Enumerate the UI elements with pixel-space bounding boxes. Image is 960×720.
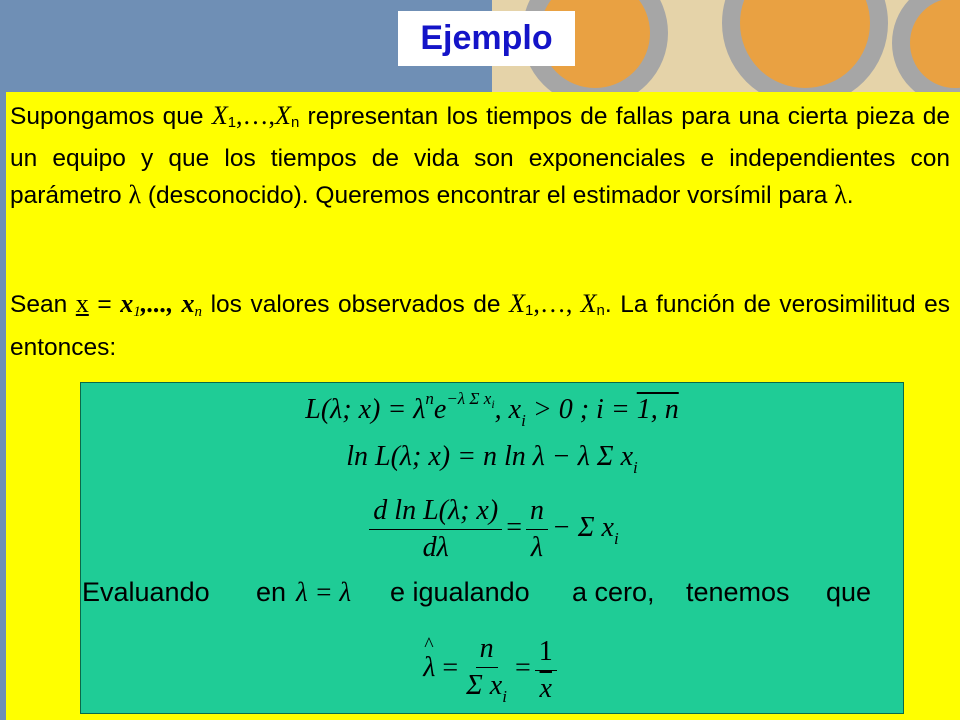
- vector-x: x: [75, 289, 89, 318]
- text: e igualando: [390, 577, 530, 607]
- text: representan los tiempos de fallas para una cierta pieza de un equipo y que los tiempos de vida son exponenciales e independientes con parámetro: [10, 103, 950, 209]
- text: tenemos: [686, 577, 790, 607]
- var-xn: x: [181, 289, 195, 318]
- lambda-hat: ^ λ: [423, 652, 435, 684]
- exponent: −λ Σ x: [446, 389, 492, 408]
- equals: =: [506, 511, 522, 543]
- numerator: d ln L(λ; x): [369, 495, 502, 530]
- page-title: Ejemplo: [420, 19, 553, 57]
- formula-part: L(λ; x) = λ: [305, 394, 426, 425]
- title-box: [398, 11, 575, 66]
- index-range: 1, n: [636, 394, 679, 425]
- text: Sean: [10, 291, 76, 318]
- exponent-n: n: [425, 389, 434, 408]
- formula-part: ln L(λ; x) = n ln λ − λ Σ x: [346, 441, 634, 472]
- paragraph-intro: [10, 98, 950, 214]
- numerator: 1: [535, 636, 557, 671]
- formula-part: > 0 ; i =: [525, 394, 637, 425]
- equals: =: [514, 652, 531, 684]
- numerator: n: [526, 495, 548, 530]
- text: Evaluando: [82, 577, 210, 607]
- formula-part: , x: [494, 394, 522, 425]
- text: que: [826, 577, 872, 607]
- lambda-symbol: λ: [834, 180, 847, 209]
- text: =: [88, 291, 121, 318]
- var-X1: X: [509, 289, 525, 318]
- equals: =: [442, 652, 459, 684]
- formula-box: [80, 382, 904, 714]
- text: . La función de verosimilitud es entonces:: [10, 291, 951, 361]
- formula-part: − Σ x: [551, 511, 614, 543]
- sum: Σ x: [466, 670, 503, 701]
- ellipsis: ,…,: [236, 101, 276, 130]
- text: a cero,: [572, 577, 655, 607]
- denominator: dλ: [422, 532, 449, 563]
- ellipsis: ,...,: [140, 289, 182, 318]
- formula-likelihood: [81, 389, 903, 431]
- var-x1: x: [120, 289, 134, 318]
- formula-log-likelihood: [81, 441, 903, 478]
- var-Xn: X: [275, 101, 291, 130]
- paragraph-observations: [10, 286, 950, 366]
- decorative-circle: [892, 0, 960, 92]
- left-strip: [0, 92, 6, 720]
- numerator: n: [476, 633, 498, 668]
- text: en: [256, 577, 287, 607]
- sub-n: n: [290, 114, 300, 131]
- lambda-symbol: λ: [128, 180, 142, 209]
- fraction: [526, 495, 548, 564]
- sub-i: i: [613, 528, 619, 548]
- sub-i: i: [502, 687, 507, 706]
- var-Xn: X: [580, 289, 597, 318]
- denominator: [462, 668, 511, 707]
- sub-1: 1: [133, 304, 141, 320]
- text: (desconocido). Queremos encontrar el estimador vorsímil para: [141, 182, 835, 209]
- exponent-sub-i: i: [491, 397, 495, 411]
- text: .: [846, 182, 854, 209]
- formula-part: e: [433, 394, 447, 425]
- sub-1: 1: [227, 114, 237, 131]
- fraction: [535, 636, 557, 705]
- decorative-circle: [722, 0, 888, 92]
- fraction: [369, 495, 502, 564]
- sub-i: i: [633, 458, 638, 477]
- sub-1: 1: [524, 302, 534, 319]
- formula-estimator: [81, 633, 903, 707]
- formula-derivative: [81, 495, 903, 564]
- fraction: [462, 633, 511, 707]
- lambda-equals-lambda-hat: λ = λ: [296, 577, 352, 607]
- sub-n: n: [194, 304, 203, 320]
- var-X1: X: [211, 101, 228, 130]
- sub-i: i: [521, 411, 526, 430]
- sub-n: n: [596, 302, 605, 319]
- ellipsis: ,…,: [533, 289, 581, 318]
- x-bar: x: [539, 672, 552, 704]
- text: los valores observados de: [202, 291, 510, 318]
- denominator: λ: [530, 532, 544, 563]
- text: Supongamos que: [10, 103, 212, 130]
